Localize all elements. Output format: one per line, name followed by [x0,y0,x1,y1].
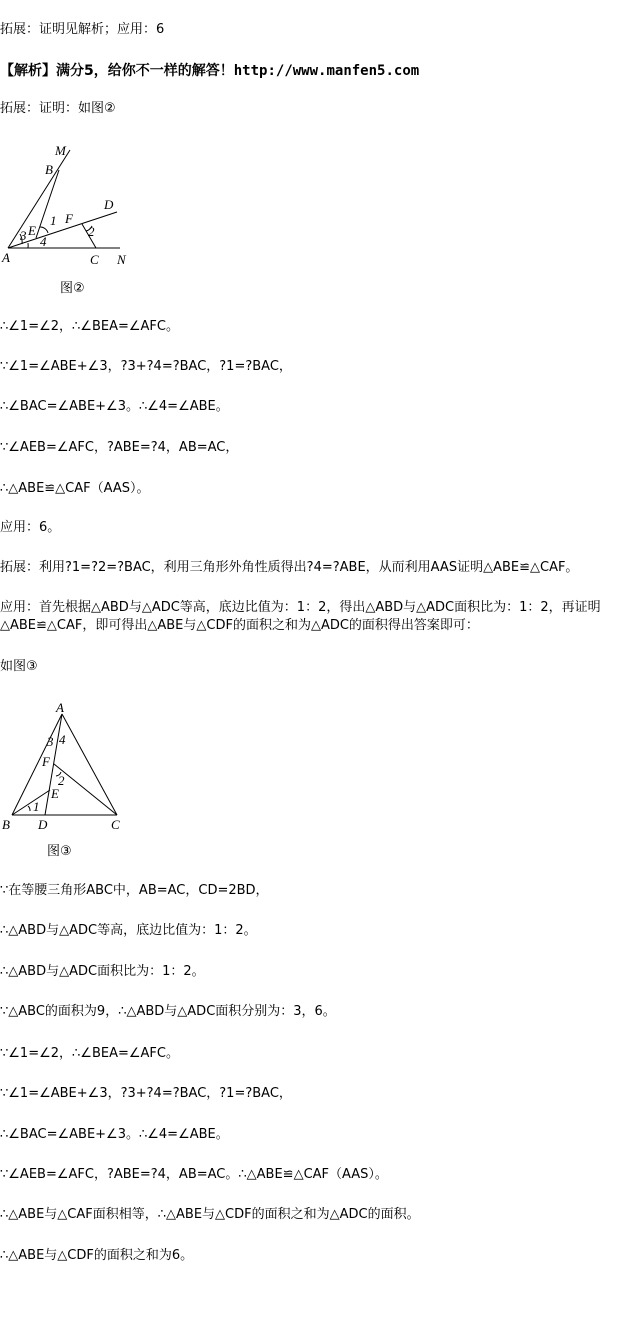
application-answer: 应用：6。 [0,520,61,535]
proof-step-3: ∴∠BAC=∠ABE+∠3。∴∠4=∠ABE。 [0,399,229,414]
application-step-5: ∵∠1=∠2，∴∠BEA=∠AFC。 [0,1046,179,1061]
application-summary: 应用：首先根据△ABD与△ADC等高，底边比值为：1：2，得出△ABD与△ADC面积比为：1：2，再证明△ABE≌△CAF，即可得出△ABE与△CDF的面积之和为△ADC的面积得出答案即可： [0,600,601,633]
label-1: 1 [50,213,57,228]
label-b: B [2,817,10,832]
proof-step-2: ∵∠1=∠ABE+∠3，?3+?4=?BAC，?1=?BAC， [0,359,292,374]
label-e: E [51,786,59,801]
application-step-8: ∵∠AEB=∠AFC，?ABE=?4，AB=AC。∴△ABE≌△CAF（AAS）。 [0,1167,388,1182]
application-step-4: ∵△ABC的面积为9，∴△ABD与△ADC面积分别为：3，6。 [0,1004,336,1019]
angle-arc-1 [28,806,30,811]
label-2: 2 [58,773,65,788]
side-ac [62,714,117,815]
application-step-2: ∴△ABD与△ADC等高，底边比值为：1：2。 [0,923,257,938]
figure-2 [0,140,140,300]
extension-summary: 拓展：利用?1=?2=?BAC，利用三角形外角性质得出?4=?ABE，从而利用AAS证明△ABE≌△CAF。 [0,560,579,575]
label-2: 2 [88,224,95,239]
figure-3 [0,698,140,866]
label-d: D [104,197,114,212]
proof-heading: 拓展：证明：如图② [0,101,116,116]
label-a: A [56,700,64,715]
label-4: 4 [59,732,66,747]
label-f: F [42,754,50,769]
analysis-header [0,62,419,80]
application-step-9: ∴△ABE与△CAF面积相等，∴△ABE与△CDF的面积之和为△ADC的面积。 [0,1207,420,1222]
label-4: 4 [40,234,47,249]
figure-3-caption: 图③ [47,844,72,859]
label-1: 1 [33,799,40,814]
proof-step-4: ∵∠AEB=∠AFC，?ABE=?4，AB=AC， [0,440,239,455]
label-b: B [45,162,53,177]
angle-arc-1 [40,227,48,233]
proof-step-1: ∴∠1=∠2，∴∠BEA=∠AFC。 [0,319,179,334]
label-n: N [117,252,126,267]
proof-step-5: ∴△ABE≌△CAF（AAS）。 [0,481,150,496]
segment-fc [54,764,117,815]
label-d: D [38,817,48,832]
ray-am [8,150,70,248]
answer-line: 拓展：证明见解析；应用：6 [0,22,165,37]
application-conclusion: ∴△ABE与△CDF的面积之和为6。 [0,1248,194,1263]
application-step-3: ∴△ABD与△ADC面积比为：1：2。 [0,964,205,979]
label-c: C [111,817,120,832]
label-a: A [2,250,10,265]
label-c: C [90,252,99,267]
application-step-6: ∵∠1=∠ABE+∠3，?3+?4=?BAC，?1=?BAC， [0,1086,292,1101]
label-3: 3 [20,228,27,243]
label-m: M [55,143,66,158]
application-step-1: ∵在等腰三角形ABC中，AB=AC，CD=2BD， [0,883,269,898]
label-f: F [65,211,73,226]
label-3: 3 [47,734,54,749]
figure-2-caption: 图② [60,281,85,296]
analysis-tag: 【解析】满分5，给你不一样的解答！ [0,63,234,79]
application-step-7: ∴∠BAC=∠ABE+∠3。∴∠4=∠ABE。 [0,1127,229,1142]
figure-3-reference: 如图③ [0,659,38,674]
analysis-url[interactable]: http://www.manfen5.com [233,63,420,79]
label-e: E [28,223,36,238]
